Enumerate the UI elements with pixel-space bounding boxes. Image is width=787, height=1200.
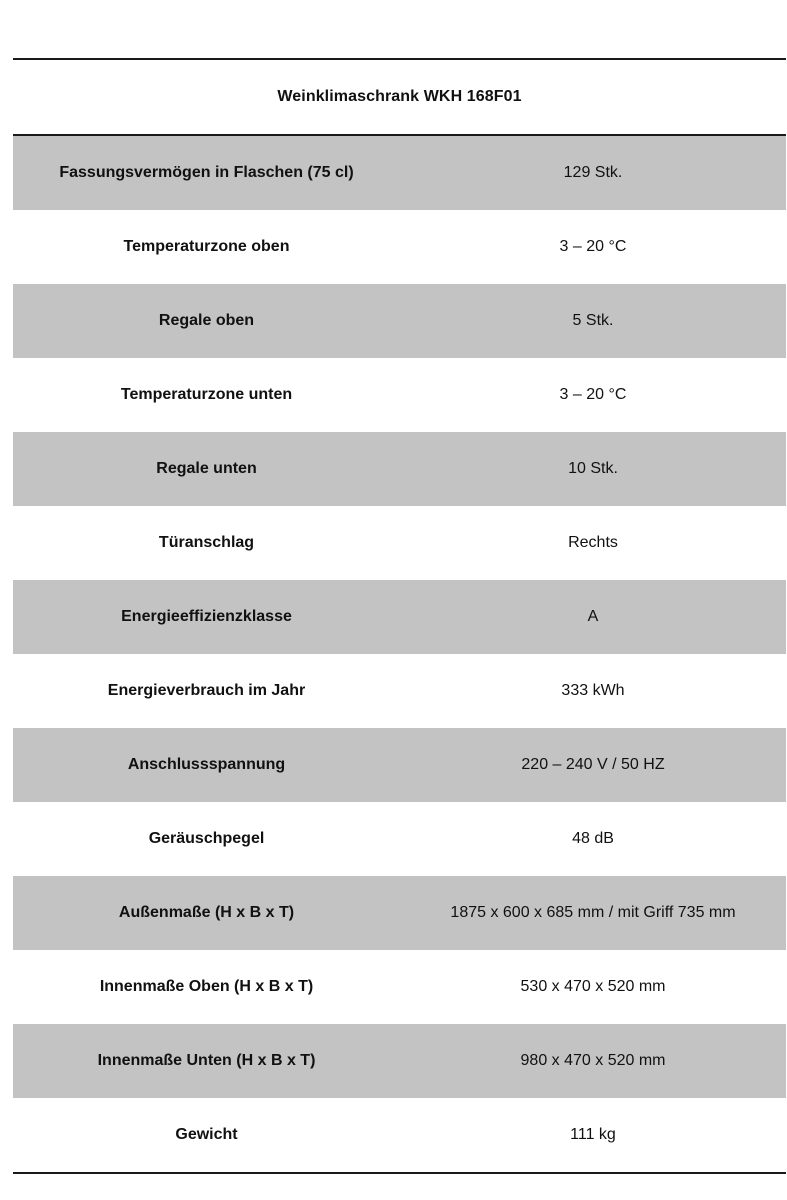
spec-label: Temperaturzone oben	[123, 238, 290, 255]
table-row	[13, 580, 786, 654]
table-title: Weinklimaschrank WKH 168F01	[277, 88, 522, 105]
spec-value: A	[587, 608, 599, 625]
spec-table	[13, 58, 786, 1174]
spec-value: 980 x 470 x 520 mm	[520, 1052, 666, 1069]
table-row	[13, 1098, 786, 1172]
table-row	[13, 1024, 786, 1098]
spec-label: Gewicht	[175, 1126, 238, 1143]
spec-label: Türanschlag	[158, 534, 255, 551]
spec-value: 129 Stk.	[563, 164, 623, 181]
spec-label: Innenmaße Unten (H x B x T)	[97, 1052, 316, 1069]
spec-value: 5 Stk.	[572, 312, 614, 329]
spec-label: Außenmaße (H x B x T)	[118, 904, 295, 921]
spec-value: 220 – 240 V / 50 HZ	[521, 756, 665, 773]
table-row	[13, 432, 786, 506]
spec-label: Fassungsvermögen in Flaschen (75 cl)	[59, 164, 354, 181]
spec-value: Rechts	[568, 534, 618, 551]
table-row	[13, 210, 786, 284]
spec-label: Regale oben	[158, 312, 255, 329]
table-row	[13, 802, 786, 876]
spec-value: 111 kg	[570, 1126, 616, 1143]
spec-label: Energieverbrauch im Jahr	[107, 682, 306, 699]
table-row	[13, 358, 786, 432]
spec-label: Temperaturzone unten	[120, 386, 293, 403]
spec-value: 10 Stk.	[568, 460, 618, 477]
spec-value: 48 dB	[572, 830, 614, 847]
table-row	[13, 136, 786, 210]
spec-label: Energieeffizienzklasse	[121, 608, 292, 625]
spec-value: 1875 x 600 x 685 mm / mit Griff 735 mm	[450, 904, 736, 921]
table-row	[13, 728, 786, 802]
table-row	[13, 654, 786, 728]
spec-label: Regale unten	[156, 460, 257, 477]
table-row	[13, 284, 786, 358]
spec-label: Geräuschpegel	[148, 830, 265, 847]
spec-value: 3 – 20 °C	[559, 238, 627, 255]
spec-label: Anschlussspannung	[127, 756, 286, 773]
bottom-rule	[13, 1172, 786, 1174]
spec-value: 333 kWh	[561, 682, 625, 699]
table-row	[13, 506, 786, 580]
table-row	[13, 876, 786, 950]
table-row	[13, 950, 786, 1024]
spec-label: Innenmaße Oben (H x B x T)	[99, 978, 314, 995]
spec-value: 530 x 470 x 520 mm	[520, 978, 666, 995]
spec-value: 3 – 20 °C	[559, 386, 627, 403]
spec-rows	[13, 136, 786, 1172]
